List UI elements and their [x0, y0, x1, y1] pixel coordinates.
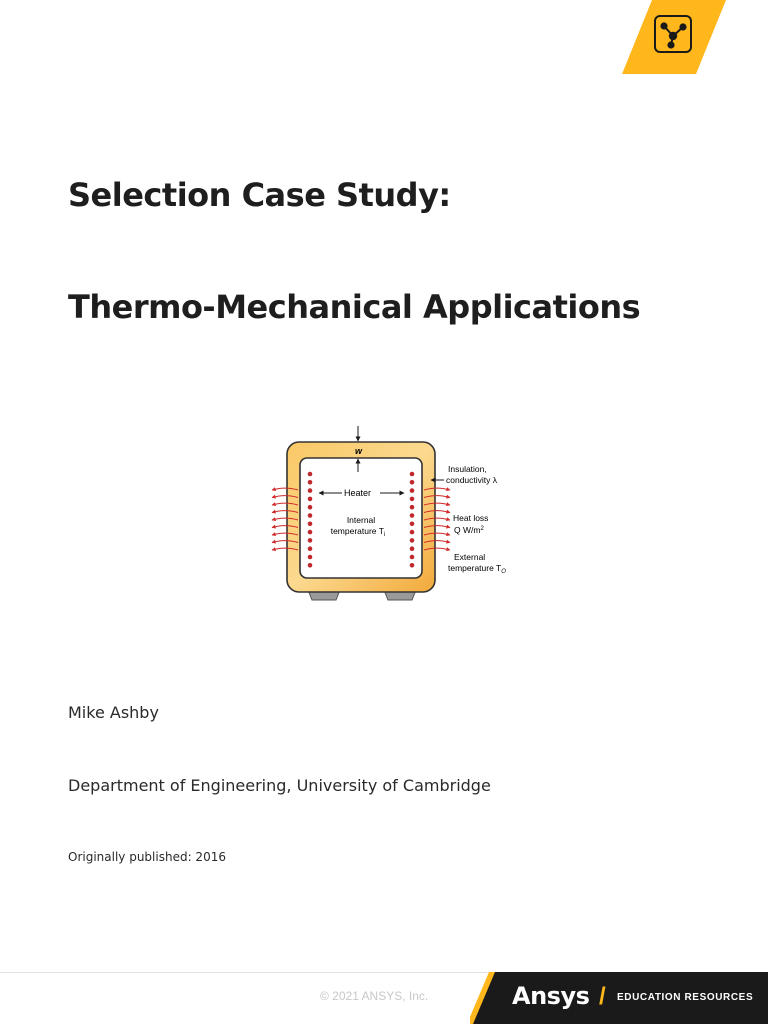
label-external-sub: O: [501, 569, 506, 575]
published-date: Originally published: 2016: [68, 850, 226, 864]
heater-dot: [410, 480, 415, 485]
heater-dot: [308, 488, 313, 493]
heater-dot: [410, 472, 415, 477]
label-heatloss-text: Q W/m: [454, 525, 481, 535]
label-internal-text: temperature T: [330, 526, 384, 536]
copyright-text: © 2021 ANSYS, Inc.: [320, 989, 429, 1003]
label-insulation-line1: Insulation,: [448, 464, 487, 474]
heater-dot: [410, 505, 415, 510]
title-line-2: Thermo-Mechanical Applications: [68, 288, 641, 326]
heater-dot: [308, 505, 313, 510]
label-heatloss-line1: Heat loss: [453, 513, 489, 523]
heater-dot: [410, 513, 415, 518]
heater-dot: [308, 530, 313, 535]
label-internal-line1: Internal: [346, 515, 376, 525]
label-external-text: temperature T: [448, 563, 502, 573]
heater-dot: [308, 522, 313, 527]
label-external-line1: External: [454, 552, 486, 562]
author-name: Mike Ashby: [68, 703, 159, 722]
heater-dot: [410, 530, 415, 535]
ansys-logo: Ansys: [512, 982, 590, 1010]
heater-dot: [410, 497, 415, 502]
heater-dot: [308, 513, 313, 518]
heater-dot: [308, 563, 313, 568]
heater-dot: [308, 497, 313, 502]
heater-dot: [410, 522, 415, 527]
department: Department of Engineering, University of Cambridge: [68, 776, 491, 795]
label-insulation-line2: conductivity λ: [446, 475, 498, 485]
furnace-diagram: [270, 420, 520, 610]
heater-dot: [308, 555, 313, 560]
heater-dot: [410, 488, 415, 493]
heater-dot: [410, 555, 415, 560]
label-internal-sub: i: [383, 532, 386, 538]
label-heatloss-line2: [454, 525, 484, 535]
heater-dot: [308, 538, 313, 543]
brand-slash: /: [599, 983, 606, 1010]
corner-badge: [0, 0, 768, 80]
heater-dot: [410, 546, 415, 551]
label-heatloss-sup: 2: [480, 526, 484, 532]
heater-dot: [308, 480, 313, 485]
heater-dot: [308, 472, 313, 477]
heater-dot: [308, 546, 313, 551]
label-heater: Heater: [344, 488, 372, 498]
label-w: w: [355, 446, 363, 456]
education-resources-label: EDUCATION RESOURCES: [617, 992, 754, 1003]
heater-dot: [410, 538, 415, 543]
heater-dot: [410, 563, 415, 568]
title-line-1: Selection Case Study:: [68, 176, 451, 214]
label-external-line2: [448, 563, 506, 575]
